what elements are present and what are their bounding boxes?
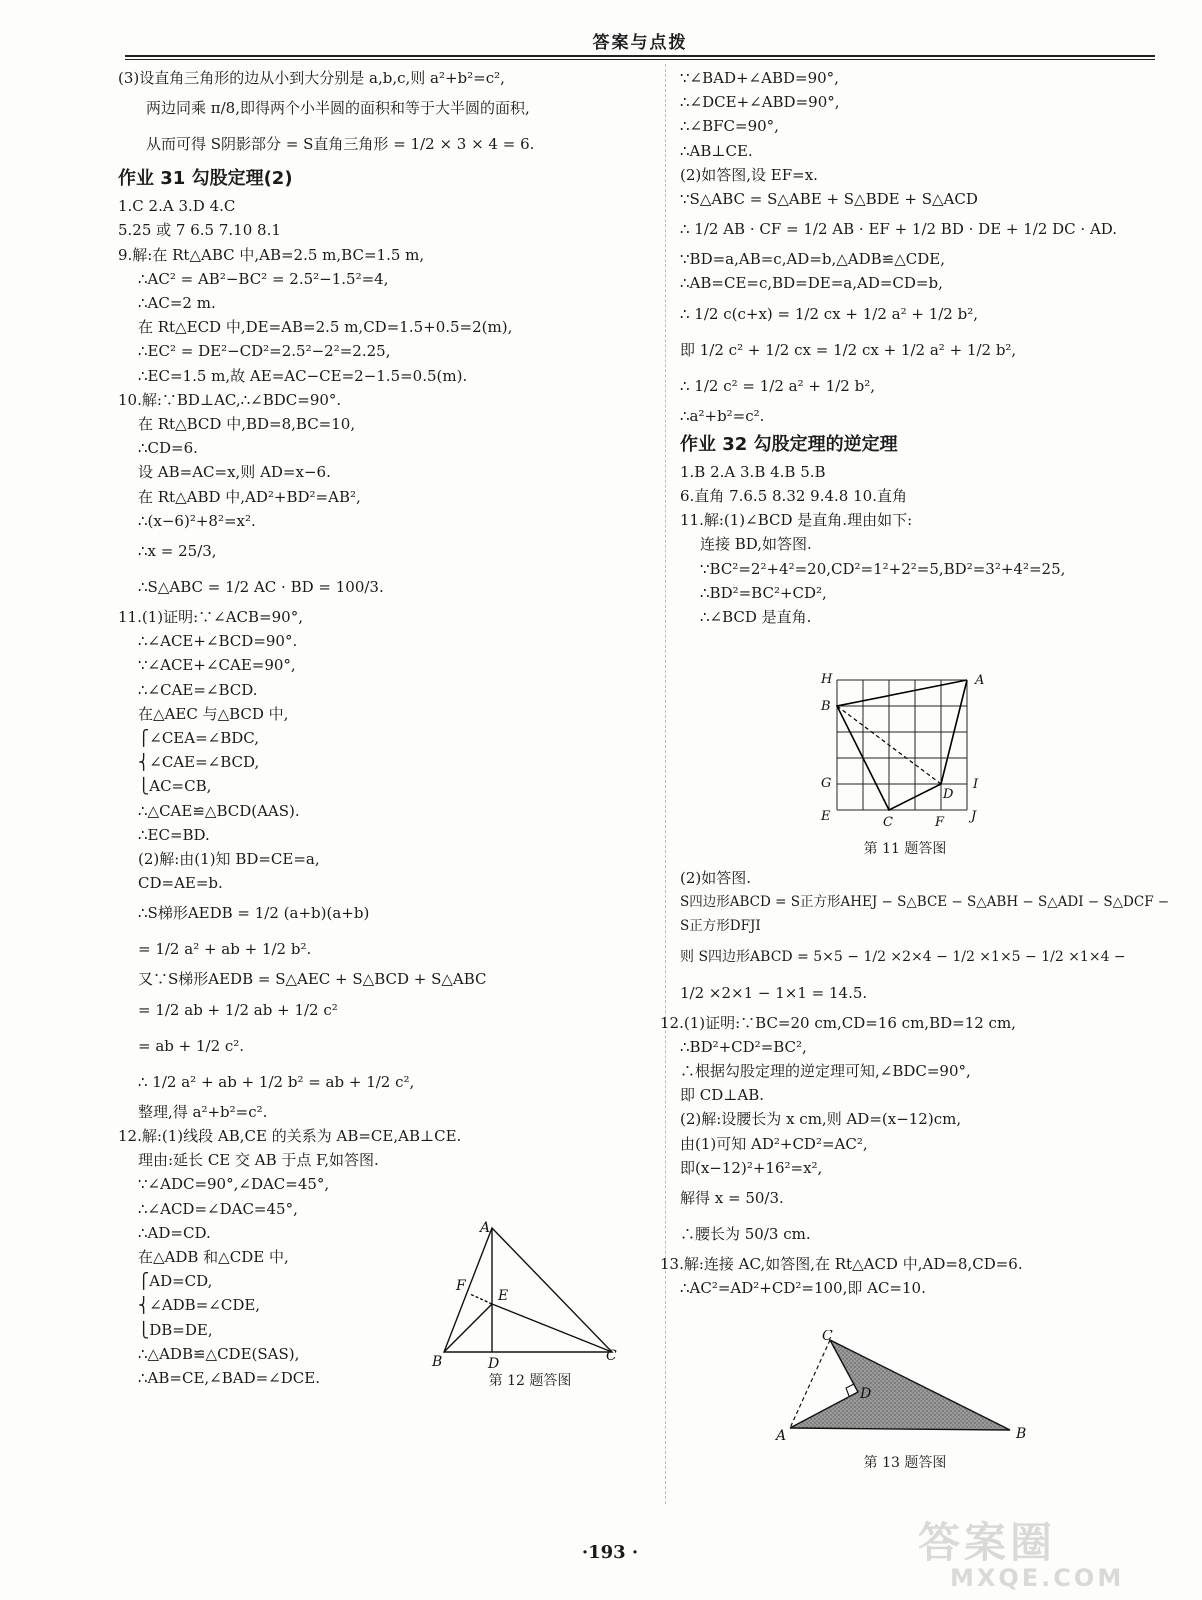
text-line: 设 AB=AC=x,则 AD=x−6.: [138, 463, 331, 482]
text-line: ∴BD²=BC²+CD²,: [700, 583, 827, 602]
text-line: 即(x−12)²+16²=x²,: [680, 1158, 823, 1177]
text-line: 11.(1)证明:∵∠ACB=90°,: [118, 608, 303, 627]
text-line: ∴∠BFC=90°,: [680, 117, 779, 136]
text-line: ∴ 1/2 a² + ab + 1/2 b² = ab + 1/2 c²,: [138, 1072, 415, 1091]
left-column: [118, 66, 648, 1390]
text-line: ∴(x−6)²+8²=x².: [138, 511, 256, 530]
section-title: 作业 31 勾股定理(2): [118, 168, 293, 190]
figure-12: [420, 1220, 620, 1390]
text-line: S正方形DFJI: [680, 918, 761, 935]
text-line: ∴EC² = DE²−CD²=2.5²−2²=2.25,: [138, 342, 391, 361]
figure-12-diagram: [420, 1220, 620, 1370]
text-line: ∴EC=1.5 m,故 AE=AC−CE=2−1.5=0.5(m).: [138, 366, 468, 385]
text-line: (2)解:设腰长为 x cm,则 AD=(x−12)cm,: [680, 1110, 962, 1129]
text-line: 由(1)可知 AD²+CD²=AC²,: [680, 1134, 868, 1153]
label-d: D: [860, 1386, 872, 1402]
right-column: [680, 66, 1160, 629]
text-line: ∴EC=BD.: [138, 825, 210, 844]
text-line: ⎩DB=DE,: [138, 1320, 213, 1339]
label-e: E: [498, 1288, 509, 1304]
label-a: A: [480, 1220, 491, 1236]
page-number: ·193 ·: [581, 1542, 639, 1563]
text-line: 1.B 2.A 3.B 4.B 5.B: [680, 462, 826, 481]
right-column-continued: [660, 866, 1170, 1300]
label-b: B: [821, 699, 831, 714]
text-line: ⎨∠ADB=∠CDE,: [138, 1296, 261, 1315]
text-line: (2)解:由(1)知 BD=CE=a,: [138, 850, 320, 869]
text-line: ∴∠ACD=∠DAC=45°,: [138, 1199, 298, 1218]
text-line: 5.25 或 7 6.5 7.10 8.1: [118, 221, 281, 240]
text-line: ∴AB=CE=c,BD=DE=a,AD=CD=b,: [680, 274, 943, 293]
figure-13-diagram: [770, 1330, 1040, 1450]
label-a: A: [975, 673, 985, 688]
label-f: F: [935, 815, 945, 828]
figure-11-diagram: [815, 668, 995, 828]
text-line: ∴ 1/2 c(c+x) = 1/2 cx + 1/2 a² + 1/2 b²,: [680, 304, 978, 323]
text-line: 11.解:(1)∠BCD 是直角.理由如下:: [680, 511, 913, 530]
header-rule-thin: [125, 59, 1155, 60]
text-line: 连接 BD,如答图.: [700, 535, 812, 554]
figure-11-caption: 第 11 题答图: [863, 841, 947, 857]
figure-13: [770, 1330, 1040, 1472]
text-line: 在△AEC 与△BCD 中,: [138, 704, 289, 723]
text-line: ∴AC=2 m.: [138, 294, 216, 313]
text-line: 解得 x = 50/3.: [680, 1189, 784, 1208]
text-line: 则 S四边形ABCD = 5×5 − 1/2 ×2×4 − 1/2 ×1×5 − 1/2 ×1×4 −: [680, 948, 1126, 965]
text-line: ⎨∠CAE=∠BCD,: [138, 753, 260, 772]
text-line: ∴AB⊥CE.: [680, 141, 753, 160]
label-e: E: [821, 809, 831, 824]
text-line: ∵∠ACE+∠CAE=90°,: [138, 656, 296, 675]
watermark-url: MXQE.COM: [950, 1564, 1125, 1592]
text-line: ∴ 1/2 AB · CF = 1/2 AB · EF + 1/2 BD · DE + 1/2 DC · AD.: [680, 220, 1118, 239]
text-line: ∵BC²=2²+4²=20,CD²=1²+2²=5,BD²=3²+4²=25,: [700, 559, 1066, 578]
text-line: 两边同乘 π/8,即得两个小半圆的面积和等于大半圆的面积,: [146, 99, 530, 118]
figure-11: [815, 668, 995, 858]
text-line: ∴x = 25/3,: [138, 542, 217, 561]
label-c: C: [606, 1348, 617, 1364]
text-line: ∴△CAE≌△BCD(AAS).: [138, 801, 300, 820]
figure-13-caption: 第 13 题答图: [863, 1455, 947, 1471]
label-b: B: [432, 1354, 443, 1370]
text-line: ∴AC² = AB²−BC² = 2.5²−1.5²=4,: [138, 269, 389, 288]
text-line: ∵∠ADC=90°,∠DAC=45°,: [138, 1175, 330, 1194]
label-a: A: [776, 1428, 787, 1444]
label-j: J: [971, 809, 977, 824]
text-line: ∴腰长为 50/3 cm.: [680, 1225, 811, 1244]
text-line: ∵BD=a,AB=c,AD=b,△ADB≌△CDE,: [680, 250, 946, 269]
label-i: I: [973, 777, 979, 792]
watermark-logo: [910, 1508, 1190, 1600]
text-line: ∴∠ACE+∠BCD=90°.: [138, 632, 298, 651]
text-line: ∴CD=6.: [138, 439, 198, 458]
text-line: 整理,得 a²+b²=c².: [138, 1102, 268, 1121]
label-d: D: [943, 787, 954, 802]
text-line: 9.解:在 Rt△ABC 中,AB=2.5 m,BC=1.5 m,: [118, 245, 425, 264]
text-line: (2)如答图,设 EF=x.: [680, 165, 818, 184]
text-line: CD=AE=b.: [138, 874, 223, 893]
text-line: 1.C 2.A 3.D 4.C: [118, 197, 236, 216]
text-line: 即 CD⊥AB.: [680, 1086, 765, 1105]
text-line: 从而可得 S阴影部分 = S直角三角形 = 1/2 × 3 × 4 = 6.: [146, 135, 535, 154]
text-line: 在 Rt△BCD 中,BD=8,BC=10,: [138, 415, 356, 434]
label-d: D: [488, 1356, 500, 1370]
label-f: F: [456, 1278, 466, 1294]
text-line: ⎧AD=CD,: [138, 1272, 213, 1291]
text-line: = 1/2 ab + 1/2 ab + 1/2 c²: [138, 1000, 338, 1019]
text-line: 12.(1)证明:∵BC=20 cm,CD=16 cm,BD=12 cm,: [660, 1013, 1016, 1032]
text-line: ∴AB=CE,∠BAD=∠DCE.: [138, 1368, 320, 1387]
figure-12-caption: 第 12 题答图: [488, 1373, 572, 1389]
text-line: ∴S梯形AEDB = 1/2 (a+b)(a+b): [138, 904, 370, 923]
text-line: 理由:延长 CE 交 AB 于点 F,如答图.: [138, 1151, 379, 1170]
column-divider: [665, 64, 667, 1504]
text-line: 在△ADB 和△CDE 中,: [138, 1247, 289, 1266]
section-title: 作业 32 勾股定理的逆定理: [680, 433, 898, 455]
text-line: 1/2 ×2×1 − 1×1 = 14.5.: [680, 983, 868, 1002]
text-line: 在 Rt△ABD 中,AD²+BD²=AB²,: [138, 487, 361, 506]
text-line: ∴a²+b²=c².: [680, 406, 765, 425]
label-h: H: [821, 672, 833, 687]
text-line: = 1/2 a² + ab + 1/2 b².: [138, 940, 312, 959]
text-line: ∴根据勾股定理的逆定理可知,∠BDC=90°,: [680, 1062, 971, 1081]
text-line: 又∵S梯形AEDB = S△AEC + S△BCD + S△ABC: [138, 970, 487, 989]
watermark-text: 答案圈: [918, 1518, 1057, 1567]
text-line: ∴BD²+CD²=BC²,: [680, 1037, 807, 1056]
text-line: 12.解:(1)线段 AB,CE 的关系为 AB=CE,AB⊥CE.: [118, 1126, 462, 1145]
text-line: ⎧∠CEA=∠BDC,: [138, 729, 259, 748]
text-line: ⎩AC=CB,: [138, 777, 212, 796]
label-c: C: [883, 815, 893, 828]
text-line: ∴AD=CD.: [138, 1223, 211, 1242]
text-line: (2)如答图.: [680, 869, 752, 887]
text-line: S四边形ABCD = S正方形AHEJ − S△BCE − S△ABH − S△ADI − S△DCF −: [680, 894, 1170, 911]
text-line: ∵∠BAD+∠ABD=90°,: [680, 69, 839, 87]
text-line: (3)设直角三角形的边从小到大分别是 a,b,c,则 a²+b²=c²,: [118, 69, 505, 87]
text-line: ∴∠CAE=∠BCD.: [138, 680, 258, 699]
text-line: ∴∠DCE+∠ABD=90°,: [680, 93, 840, 112]
header-rule: [125, 55, 1155, 57]
text-line: ∴△ADB≌△CDE(SAS),: [138, 1344, 300, 1363]
page-header: 答案与点拨: [592, 33, 688, 53]
text-line: 13.解:连接 AC,如答图,在 Rt△ACD 中,AD=8,CD=6.: [660, 1255, 1023, 1274]
label-g: G: [821, 776, 832, 791]
text-line: 在 Rt△ECD 中,DE=AB=2.5 m,CD=1.5+0.5=2(m),: [138, 318, 513, 337]
text-line: ∴AC²=AD²+CD²=100,即 AC=10.: [680, 1279, 926, 1298]
text-line: = ab + 1/2 c².: [138, 1036, 245, 1055]
text-line: 6.直角 7.6.5 8.32 9.4.8 10.直角: [680, 487, 907, 506]
text-line: ∴S△ABC = 1/2 AC · BD = 100/3.: [138, 578, 384, 597]
text-line: ∴ 1/2 c² = 1/2 a² + 1/2 b²,: [680, 376, 875, 395]
label-c: C: [822, 1330, 833, 1344]
text-line: ∴∠BCD 是直角.: [700, 608, 812, 627]
text-line: ∵S△ABC = S△ABE + S△BDE + S△ACD: [680, 190, 978, 209]
text-line: 即 1/2 c² + 1/2 cx = 1/2 cx + 1/2 a² + 1/2 b²,: [680, 340, 1017, 359]
text-line: 10.解:∵BD⊥AC,∴∠BDC=90°.: [118, 390, 342, 409]
label-b: B: [1016, 1426, 1027, 1442]
